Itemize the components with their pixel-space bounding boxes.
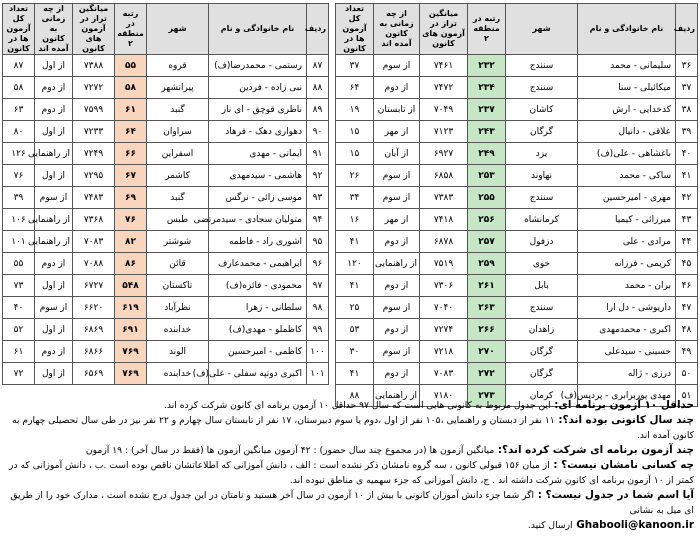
cell-row: ۴۰ [676,143,698,165]
cell-avg: ۷۲۷۲ [73,77,115,99]
cell-since: از اول [35,165,73,187]
cell-name: دهواری دهک - فرهاد [209,121,307,143]
cell-count: ۱۵ [336,121,374,143]
cell-name: نبی زاده - فردین [209,77,307,99]
cell-row: ۹۹ [307,319,329,341]
cell-count: ۵۳ [336,319,374,341]
note-label: Ghabooli@kanoon.ir [572,519,694,531]
cell-row: ۱۰۰ [307,341,329,363]
cell-name: درزی - ژاله [578,363,676,385]
cell-rank: ۲۶۱ [468,275,506,297]
cell-city: قائن [147,253,209,275]
cell-avg: ۶۹۲۷ [420,143,468,165]
cell-name: محمودی - فائزه(ف) [209,275,307,297]
left-table-body [3,55,329,385]
cell-avg: ۷۰۴۹ [420,99,468,121]
cell-since: از راهنمایی [374,253,420,275]
cell-row: ۸۸ [307,77,329,99]
note-paragraph [6,443,694,458]
cell-city: یزد [506,143,578,165]
cell-avg: ۶۸۶۶ [73,341,115,363]
cell-avg: ۷۰۸۳ [73,231,115,253]
cell-name: داریوشی - دل ارا [578,297,676,319]
cell-row: ۳۶ [676,55,698,77]
table-row [336,231,698,253]
table-row [3,77,329,99]
cell-since: از مهر [374,121,420,143]
cell-rank: ۲۵۹ [468,253,506,275]
table-row [3,143,329,165]
cell-since: از راهنمایی [35,209,73,231]
table-row [336,209,698,231]
table-row [336,319,698,341]
cell-rank: ۸۶ [115,253,147,275]
cell-rank: ۲۳۴ [468,77,506,99]
table-row [3,363,329,385]
cell-since: از اول [35,363,73,385]
cell-name: کاظمی - امیرحسین [209,341,307,363]
cell-city: گرگان [506,341,578,363]
cell-rank: ۶۹۱ [115,319,147,341]
note-label: آیا اسم شما در جدول نیست؟ : [534,489,694,501]
cell-city: سنندج [506,55,578,77]
cell-city: گنبد [147,187,209,209]
cell-rank: ۲۵۶ [468,209,506,231]
cell-count: ۶۴ [336,77,374,99]
cell-count: ۷۶ [3,165,35,187]
cell-row: ۳۸ [676,99,698,121]
cell-row: ۹۷ [307,275,329,297]
col-name: نام خانوادگی و نام [209,4,307,55]
cell-since: از مهر [374,209,420,231]
table-row [3,187,329,209]
cell-city: خدابنده [147,319,209,341]
cell-avg: ۶۷۲۷ [73,275,115,297]
cell-count: ۲۶ [336,165,374,187]
cell-rank: ۲۵۳ [468,165,506,187]
cell-since: از تابستان [374,99,420,121]
note-paragraph [6,518,694,533]
note-paragraph [6,398,694,413]
col-avg: میانگین تراز در آزمون های کانون [73,4,115,55]
col-since: از چه زمانی به کانون آمده اند [35,4,73,55]
cell-since: از اول [35,319,73,341]
note-paragraph [6,413,694,443]
cell-city: نهاوند [506,165,578,187]
cell-rank: ۵۵ [115,55,147,77]
cell-since: از سوم [35,187,73,209]
table-row [336,99,698,121]
table-row [336,121,698,143]
cell-count: ۷۳ [3,275,35,297]
cell-count: ۶۱ [3,341,35,363]
cell-avg: ۷۳۶۸ [73,209,115,231]
table-row [336,341,698,363]
table-row [3,121,329,143]
col-count: تعداد کل آزمون ها در کانون [3,4,35,55]
cell-since: از دوم [35,341,73,363]
cell-rank: ۷۶۹ [115,363,147,385]
table-row [336,297,698,319]
cell-avg: ۷۱۸۰ [420,385,468,407]
table-row [3,297,329,319]
table-row [336,363,698,385]
cell-count: ۳۴ [336,187,374,209]
cell-count: ۴۱ [336,363,374,385]
cell-row: ۹۸ [307,297,329,319]
cell-since: از دوم [374,77,420,99]
cell-since: از سوم [374,55,420,77]
cell-rank: ۲۵۷ [468,231,506,253]
table-row [3,165,329,187]
col-row: ردیف [307,4,329,55]
cell-city: طبس [147,209,209,231]
cell-since: از دوم [35,77,73,99]
cell-count: ۱۰۱ [3,231,35,253]
cell-rank: ۶۹ [115,187,147,209]
cell-name: مهری - امیرحسین [578,187,676,209]
right-table [335,3,698,407]
cell-city: قروه [147,55,209,77]
note-label: چند سال کانونی بوده اند؟: [554,414,694,426]
cell-count: ۵۲ [3,319,35,341]
cell-city: خوی [506,253,578,275]
cell-row: ۴۳ [676,209,698,231]
cell-name: میکائیلی - سنا [578,77,676,99]
cell-name: مهدی پوربرابری - پردیس(ف) [578,385,676,407]
table-row [336,55,698,77]
cell-rank: ۲۴۳ [468,121,506,143]
cell-city: سنندج [506,187,578,209]
note-label: چه کسانی نامشان نیست؟ : [549,459,694,471]
table-row [3,231,329,253]
cell-avg: ۷۲۱۸ [420,341,468,363]
table-row [3,99,329,121]
note-text: میانگین آزمون ها (در مجموع چند سال حضور) : ۴۲ آزمون میانگین آزمون ها (فقط در سال آخر) : ۱۹ آزمون [85,445,495,456]
note-text: اگر شما جزء دانش آموزان کانونی با بیش از ۱۰ آزمون در سال آخر هستید و نامتان در این جدول درج نشده است ، مدارک خود را از طریق ای میل به نشانی [10,490,694,516]
cell-since: از سوم [35,297,73,319]
cell-count: ۷۲ [3,363,35,385]
cell-count: ۱۰۶ [3,209,35,231]
cell-row: ۵۰ [676,363,698,385]
cell-row: ۴۷ [676,297,698,319]
table-row [336,165,698,187]
cell-row: ۸۷ [307,55,329,77]
col-avg: میانگین تراز در آزمون های کانون [420,4,468,55]
cell-rank: ۲۶۳ [468,297,506,319]
cell-since: از راهنمایی [374,385,420,407]
cell-city: خدابنده [147,363,209,385]
cell-city: الوند [147,341,209,363]
cell-rank: ۲۳۲ [468,55,506,77]
cell-since: از دوم [374,231,420,253]
cell-row: ۹۶ [307,253,329,275]
cell-name: اکبری - محمدمهدی [578,319,676,341]
cell-avg: ۷۰۸۳ [420,363,468,385]
note-label: حداقل ۱۰ آزمون برنامه ای: [550,399,694,411]
cell-name: موسی زائی - نرگس [209,187,307,209]
cell-row: ۴۱ [676,165,698,187]
left-table [2,3,329,385]
table-row [336,143,698,165]
cell-city: سراوان [147,121,209,143]
cell-city: زاهدان [506,319,578,341]
table-row [336,77,698,99]
cell-name: سلطانی - زهرا [209,297,307,319]
cell-name: کریمی - فرزانه [578,253,676,275]
right-table-header [336,4,698,55]
cell-city: کرمان [506,385,578,407]
note-label: چند آزمون برنامه ای شرکت کرده اند؟: [494,444,694,456]
cell-name: ساکی - محمد [578,165,676,187]
cell-rank: ۲۶۶ [468,319,506,341]
cell-city: کاشمر [147,165,209,187]
cell-row: ۳۷ [676,77,698,99]
cell-count: ۱۶ [336,209,374,231]
cell-since: از دوم [35,253,73,275]
cell-city: تاکستان [147,275,209,297]
cell-since: از دوم [374,319,420,341]
col-city: شهر [147,4,209,55]
cell-since: از اول [35,275,73,297]
cell-row: ۹۰ [307,121,329,143]
col-since: از چه زمانی به کانون آمده اند [374,4,420,55]
cell-since: از دوم [374,275,420,297]
cell-since: از دوم [35,99,73,121]
cell-row: ۳۹ [676,121,698,143]
cell-city: دزفول [506,231,578,253]
cell-since: از سوم [374,187,420,209]
cell-since: از آبان [374,143,420,165]
note-text: این جدول مربوط به کانونی هایی است که سال ۹۷ حداقل ۱۰ آزمون برنامه ای کانون شرکت کرده اند. [163,400,551,411]
cell-city: سنندج [506,297,578,319]
cell-city: بابل [506,275,578,297]
cell-count: ۶۳ [3,99,35,121]
cell-rank: ۸۲ [115,231,147,253]
cell-row: ۹۳ [307,187,329,209]
cell-avg: ۷۲۴۹ [73,143,115,165]
cell-name: مرادی - علی [578,231,676,253]
cell-row: ۹۵ [307,231,329,253]
notes-section [6,398,694,533]
cell-city: کاشان [506,99,578,121]
table-row [336,253,698,275]
cell-city: گرگان [506,363,578,385]
cell-avg: ۶۵۶۹ [73,363,115,385]
cell-count: ۸۰ [3,121,35,143]
cell-rank: ۷۶۹ [115,341,147,363]
cell-rank: ۷۶ [115,209,147,231]
cell-avg: ۷۲۳۳ [73,121,115,143]
cell-name: حسینی - سیدعلی [578,341,676,363]
note-text: ارسال کنید. [527,520,573,531]
cell-name: کاظملو - مهدی(ف) [209,319,307,341]
cell-name: میرزائی - کیمیا [578,209,676,231]
cell-avg: ۶۶۲۰ [73,297,115,319]
cell-count: ۲۵ [336,297,374,319]
table-row [336,275,698,297]
cell-avg: ۷۴۸۳ [73,187,115,209]
cell-since: از سوم [374,341,420,363]
cell-row: ۹۴ [307,209,329,231]
cell-count: ۵۵ [3,253,35,275]
cell-rank: ۵۸ [115,77,147,99]
cell-count: ۵۸ [3,77,35,99]
cell-row: ۴۹ [676,341,698,363]
cell-since: از اول [35,121,73,143]
cell-name: علاقی - دانیال [578,121,676,143]
cell-avg: ۷۳۸۳ [420,187,468,209]
cell-rank: ۲۴۹ [468,143,506,165]
cell-name: باغشاهی - علی(ف) [578,143,676,165]
cell-name: اشوری راد - فاطمه [209,231,307,253]
cell-count: ۱۲۶ [3,143,35,165]
left-table-header [3,4,329,55]
cell-rank: ۶۶ [115,143,147,165]
cell-rank: ۲۷۰ [468,341,506,363]
cell-count: ۸۷ [3,55,35,77]
cell-since: از سوم [374,297,420,319]
note-text: از میان ۱۵۶ قبولی کانون ، سه گروه نامشان ذکر نشده است : الف ، دانش آموزانی که اطلاعاتشان ناقص بوده است .ب ، دانش آموزانی که در کمتر از ۱۰ آزمون برنامه ای کانون شرکت داشته اند . ج، دانش آموزانی که جزء سهمیه ی مناطق نبوده اند. [9,460,694,486]
note-paragraph [6,488,694,518]
cell-row: ۴۲ [676,187,698,209]
cell-avg: ۷۴۶۱ [420,55,468,77]
cell-avg: ۷۲۹۵ [73,165,115,187]
col-rank: رتبه در منطقه ۲ [468,4,506,55]
cell-count: ۱۵ [336,143,374,165]
cell-city: سنندج [506,77,578,99]
table-row [3,275,329,297]
cell-count: ۴۱ [336,275,374,297]
cell-avg: ۷۴۷۲ [420,77,468,99]
cell-rank: ۶۱ [115,99,147,121]
cell-row: ۹۲ [307,165,329,187]
col-city: شهر [506,4,578,55]
cell-avg: ۷۵۱۹ [420,253,468,275]
cell-since: از اول [35,55,73,77]
cell-rank: ۶۴ [115,121,147,143]
cell-name: رستمی - محمدرضا(ف) [209,55,307,77]
tables-area [2,3,698,401]
table-row [3,209,329,231]
cell-since: از دوم [374,363,420,385]
cell-avg: ۷۲۷۴ [420,319,468,341]
cell-name: بران - محمد [578,275,676,297]
cell-name: متولیان سجادی - سیدمرتضی [209,209,307,231]
cell-count: ۴۱ [336,231,374,253]
col-count: تعداد کل آزمون ها در کانون [336,4,374,55]
cell-avg: ۶۸۵۸ [420,165,468,187]
cell-name: کدخدایی - ارش [578,99,676,121]
right-table-body [336,55,698,407]
table-row [3,55,329,77]
cell-name: ابراهیمی - محمدعارف [209,253,307,275]
cell-name: ایمانی - مهدی [209,143,307,165]
cell-count: ۳۷ [336,55,374,77]
cell-count: ۳۹ [3,187,35,209]
cell-row: ۴۴ [676,231,698,253]
col-row: ردیف [676,4,698,55]
cell-rank: ۲۵۵ [468,187,506,209]
cell-rank: ۲۷۳ [468,385,506,407]
cell-row: ۵۱ [676,385,698,407]
cell-rank: ۲۷۲ [468,363,506,385]
cell-row: ۴۵ [676,253,698,275]
note-text: ۱۱ نفر از دبستان و راهنمایی ،۱۰۵ نفر از اول ،دوم یا سوم دبیرستان، ۱۷ نفر از تابستان سال چهارم و ۲۲ نفر نیز در طی سال تحصیلی چهارم به کانون آمده اند. [12,415,694,441]
table-row [3,341,329,363]
cell-avg: ۷۰۸۸ [73,253,115,275]
cell-count: ۸۸ [336,385,374,407]
cell-row: ۱۰۱ [307,363,329,385]
cell-since: از راهنمایی [35,231,73,253]
cell-avg: ۷۴۱۸ [420,209,468,231]
cell-name: اکبری دوتپه سفلی - علی(ف) [209,363,307,385]
cell-avg: ۷۵۹۹ [73,99,115,121]
cell-since: از راهنمایی [35,143,73,165]
cell-name: سلیمانی - محمد [578,55,676,77]
cell-avg: ۷۰۴۰ [420,297,468,319]
col-rank: رتبه در منطقه ۲ [115,4,147,55]
cell-row: ۴۸ [676,319,698,341]
cell-count: ۱۹ [336,99,374,121]
cell-city: شوشتر [147,231,209,253]
note-paragraph [6,458,694,488]
cell-rank: ۲۳۷ [468,99,506,121]
cell-row: ۹۱ [307,143,329,165]
cell-rank: ۵۴۸ [115,275,147,297]
cell-city: اسفراین [147,143,209,165]
cell-city: نظرآباد [147,297,209,319]
cell-rank: ۶۱۹ [115,297,147,319]
cell-count: ۴۰ [3,297,35,319]
cell-rank: ۶۷ [115,165,147,187]
cell-city: پیرانشهر [147,77,209,99]
table-row [3,253,329,275]
col-name: نام خانوادگی و نام [578,4,676,55]
cell-row: ۴۶ [676,275,698,297]
cell-since: از سوم [374,165,420,187]
cell-city: گرگان [506,121,578,143]
table-row [3,319,329,341]
cell-name: هاشمی - سیدمهدی [209,165,307,187]
cell-avg: ۷۳۰۶ [420,275,468,297]
cell-avg: ۶۸۷۸ [420,231,468,253]
cell-count: ۱۲۰ [336,253,374,275]
cell-avg: ۷۳۸۸ [73,55,115,77]
cell-count: ۳۰ [336,341,374,363]
cell-city: گنبد [147,99,209,121]
table-row [336,187,698,209]
cell-row: ۸۹ [307,99,329,121]
cell-city: کرمانشاه [506,209,578,231]
cell-name: ناظری قوچق - ای ناز [209,99,307,121]
cell-avg: ۶۸۶۹ [73,319,115,341]
cell-avg: ۷۱۲۳ [420,121,468,143]
